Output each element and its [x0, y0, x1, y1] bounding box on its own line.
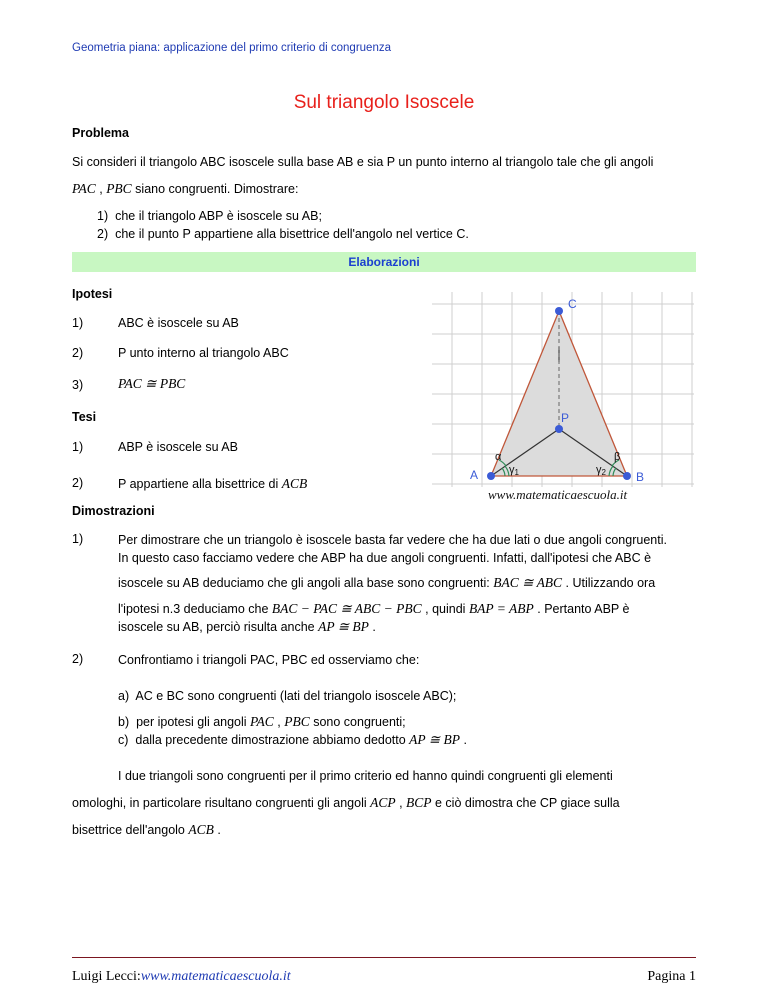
tesi-num-1: 1) — [72, 440, 84, 454]
angle-pac: PAC — [72, 181, 96, 196]
ipotesi-num-1: 1) — [72, 316, 84, 330]
dim1-line2: In questo caso facciamo vedere che ABP ha due angoli congruenti. Infatti, dall'ipotesi che ABC è — [118, 551, 652, 565]
dim1-line4: l'ipotesi n.3 deduciamo che BAC − PAC ≅ ABC − PBC , quindi BAP = ABP . Pertanto ABP è — [118, 601, 630, 616]
label-p: P — [561, 411, 570, 425]
elaborazioni-banner: Elaborazioni — [72, 252, 696, 272]
dim1-line3: isoscele su AB deduciamo che gli angoli alla base sono congruenti: BAC ≅ ABC . Utilizzando ora — [118, 575, 656, 590]
dim2-conclusion-line2: omologhi, in particolare risultano congruenti gli angoli ACP , BCP e ciò dimostra che CP giace sulla — [72, 795, 620, 810]
footer-page-number: Pagina 1 — [647, 969, 696, 984]
problema-item-1: 1) che il triangolo ABP è isoscele su AB; — [97, 209, 322, 223]
dim1-line5: isoscele su AB, perciò risulta anche AP ≅ BP . — [118, 619, 376, 634]
point-p — [555, 425, 563, 433]
problema-item-2: 2) che il punto P appartiene alla bisettrice dell'angolo nel vertice C. — [97, 227, 469, 241]
footer-rule — [72, 957, 696, 958]
label-gamma2: γ2 — [596, 464, 606, 477]
tesi-heading: Tesi — [72, 410, 97, 424]
watermark: www.matematicaescuola.it — [488, 487, 628, 502]
label-b: B — [636, 470, 645, 484]
ipotesi-text-1: ABC è isoscele su AB — [118, 316, 239, 330]
label-a: A — [470, 468, 479, 482]
ipotesi-text-2: P unto interno al triangolo ABC — [118, 346, 289, 360]
label-gamma1: γ1 — [509, 464, 519, 477]
problema-text-line2: PAC , PBC siano congruenti. Dimostrare: — [72, 181, 299, 196]
ipotesi-heading: Ipotesi — [72, 287, 113, 301]
tesi-text-1: ABP è isoscele su AB — [118, 440, 238, 454]
dimostrazioni-heading: Dimostrazioni — [72, 504, 155, 518]
dim2-conclusion-line1: I due triangoli sono congruenti per il primo criterio ed hanno quindi congruenti gli elementi — [118, 769, 613, 783]
problema-text-line1: Si consideri il triangolo ABC isoscele sulla base AB e sia P un punto interno al triangolo tale che gli angoli — [72, 155, 654, 169]
footer-author: Luigi Lecci:www.matematicaescuola.it — [72, 969, 291, 984]
dim2-conclusion-line3: bisettrice dell'angolo ACB . — [72, 822, 221, 837]
point-b — [623, 472, 631, 480]
page-title: Sul triangolo Isoscele — [293, 92, 475, 113]
tesi-text-2: P appartiene alla bisettrice di ACB — [118, 476, 308, 491]
dim2-item-a: a) AC e BC sono congruenti (lati del triangolo isoscele ABC); — [118, 689, 457, 703]
dim1-line1: Per dimostrare che un triangolo è isoscele basta far vedere che ha due lati o due angoli congruenti. — [118, 533, 667, 547]
dim-num-1: 1) — [72, 532, 84, 546]
ipotesi-math-3: PAC ≅ PBC — [118, 376, 186, 391]
dim2-item-b: b) per ipotesi gli angoli PAC , PBC sono congruenti; — [118, 714, 406, 729]
dim2-intro: Confrontiamo i triangoli PAC, PBC ed osserviamo che: — [118, 653, 420, 667]
triangle-figure — [432, 292, 694, 504]
footer-site-link[interactable]: www.matematicaescuola.it — [140, 969, 291, 984]
label-beta: β — [614, 451, 621, 463]
label-c: C — [568, 297, 577, 311]
label-alpha: α — [495, 451, 502, 463]
ipotesi-num-3: 3) — [72, 378, 84, 392]
page-header: Geometria piana: applicazione del primo criterio di congruenza — [72, 42, 391, 54]
dim2-item-c: c) dalla precedente dimostrazione abbiamo dedotto AP ≅ BP . — [118, 732, 467, 747]
point-c — [555, 307, 563, 315]
angle-pbc: PBC — [106, 181, 132, 196]
tesi-num-2: 2) — [72, 476, 84, 490]
ipotesi-num-2: 2) — [72, 346, 84, 360]
point-a — [487, 472, 495, 480]
problema-heading: Problema — [72, 126, 129, 140]
dim-num-2: 2) — [72, 652, 84, 666]
